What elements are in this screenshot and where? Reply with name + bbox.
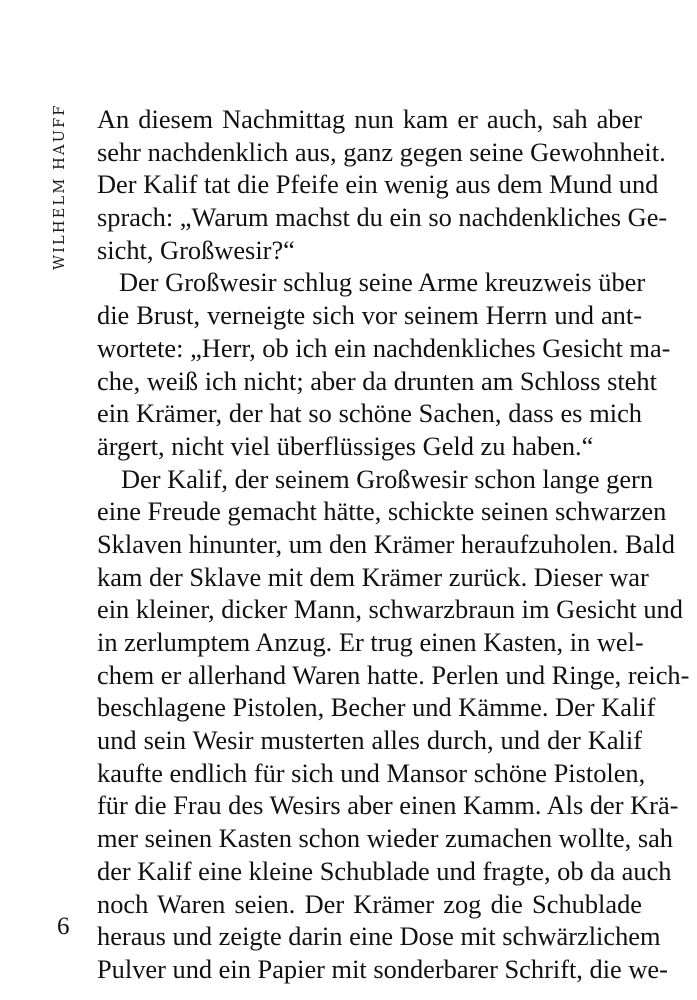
text-line: chem er allerhand Waren hatte. Perlen und Ringe, reich- [97, 659, 690, 690]
text-line: kaufte endlich für sich und Mansor schöne Pistolen, [97, 757, 646, 788]
text-line: ein Krämer, der hat so schöne Sachen, dass es mich [97, 398, 642, 429]
text-line: sehr nachdenklich aus, ganz gegen seine Gewohnheit. [97, 136, 666, 167]
text-line: noch Waren seien. Der Krämer zog die Schublade [97, 888, 642, 919]
text-line: An diesem Nachmittag nun kam er auch, sah aber [97, 104, 642, 134]
text-line: eine Freude gemacht hätte, schickte seinen schwarzen [97, 496, 667, 527]
text-line: sicht, Großwesir?“ [97, 234, 295, 265]
text-line: sprach: „Warum machst du ein so nachdenkliches Ge- [97, 202, 668, 233]
text-line: ein kleiner, dicker Mann, schwarzbraun im Gesicht und [97, 594, 683, 625]
text-line: in zerlumptem Anzug. Er trug einen Kasten, in wel- [97, 627, 644, 657]
text-line: kam der Sklave mit dem Krämer zurück. Dieser war [97, 561, 649, 592]
text-line: Sklaven hinunter, um den Krämer heraufzuholen. Bald [97, 528, 675, 559]
text-line: Der Großwesir schlug seine Arme kreuzweis über [119, 267, 646, 298]
running-head: WILHELM HAUFF [52, 103, 68, 270]
text-line: die Brust, verneigte sich vor seinem Herrn und ant- [97, 300, 642, 331]
page-number: 6 [57, 913, 70, 940]
text-line: für die Frau des Wesirs aber einen Kamm. Als der Krä- [97, 790, 679, 821]
text-line: heraus und zeigte darin eine Dose mit schwärzlichem [97, 921, 661, 952]
text-line: Der Kalif, der seinem Großwesir schon lange gern [121, 463, 654, 494]
text-line: beschlagene Pistolen, Becher und Kämme. Der Kalif [97, 692, 656, 723]
text-line: der Kalif eine kleine Schublade und fragte, ob da auch [97, 855, 672, 886]
body-text [97, 103, 690, 986]
text-line: che, weiß ich nicht; aber da drunten am Schloss steht [97, 365, 657, 396]
text-line: Pulver und ein Papier mit sonderbarer Schrift, die we- [97, 953, 668, 984]
text-line: ärgert, nicht viel überflüssiges Geld zu haben.“ [97, 430, 594, 461]
text-line: und sein Wesir musterten alles durch, und der Kalif [97, 725, 642, 756]
text-line: Der Kalif tat die Pfeife ein wenig aus dem Mund und [97, 169, 659, 200]
text-line: mer seinen Kasten schon wieder zumachen wollte, sah [97, 823, 673, 854]
text-line: wortete: „Herr, ob ich ein nachdenkliches Gesicht ma- [97, 332, 671, 363]
